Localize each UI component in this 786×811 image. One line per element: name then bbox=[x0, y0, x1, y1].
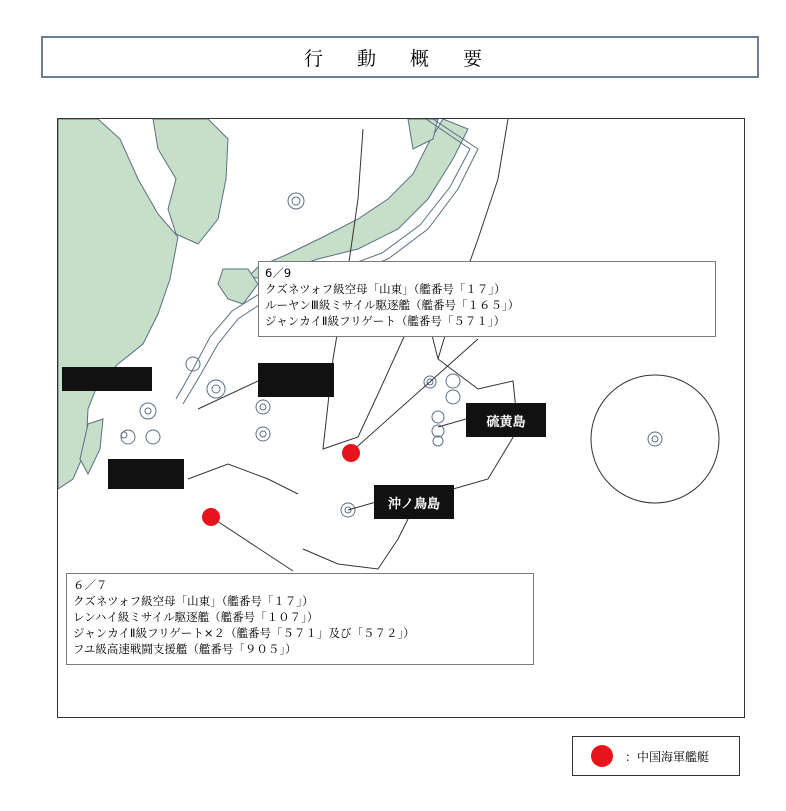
callout-jun9-line: ジャンカイⅡ級フリゲート（艦番号「５７１」） bbox=[265, 314, 506, 328]
map-frame bbox=[57, 118, 745, 718]
minamitorishima-eez bbox=[591, 375, 719, 503]
map-title: 行 動 概 要 bbox=[41, 36, 759, 78]
callout-jun7-line: フユ級高速戦闘支援艦（艦番号「９０５」） bbox=[73, 642, 297, 656]
callout-jun7-line: クズネツォフ級空母「山東」（艦番号「１７」） bbox=[73, 594, 314, 608]
callout-jun7-line: ジャンカイⅡ級フリゲート×２（艦番号「５７１」及び「５７２」） bbox=[73, 626, 415, 640]
redacted-label-miyako bbox=[108, 459, 184, 489]
callout-jun7-date: ６／７ bbox=[73, 578, 108, 592]
label-iwoto: 硫黄島 bbox=[466, 403, 546, 437]
callout-jun9-line: ルーヤンⅢ級ミサイル駆逐艦（艦番号「１６５」） bbox=[265, 298, 520, 312]
legend-red-dot-icon bbox=[591, 745, 613, 767]
redacted-label-okinawa bbox=[258, 363, 334, 397]
callout-jun7 bbox=[66, 573, 534, 665]
callout-jun9 bbox=[258, 261, 716, 337]
callout-jun9-date: 6／9 bbox=[265, 266, 292, 280]
label-okinotorishima: 沖ノ鳥島 bbox=[374, 485, 454, 519]
callout-jun9-line: クズネツォフ級空母「山東」（艦番号「１７」） bbox=[265, 282, 506, 296]
legend-label: ：中国海軍艦艇 bbox=[625, 749, 710, 764]
ship-position-jun7 bbox=[202, 508, 220, 526]
legend bbox=[572, 736, 740, 776]
redacted-label-yonaguni bbox=[62, 367, 152, 391]
china-mainland bbox=[58, 119, 178, 489]
ship-position-jun9 bbox=[342, 444, 360, 462]
callout-jun7-line: レンハイ級ミサイル駆逐艦（艦番号「１０７」） bbox=[73, 610, 319, 624]
